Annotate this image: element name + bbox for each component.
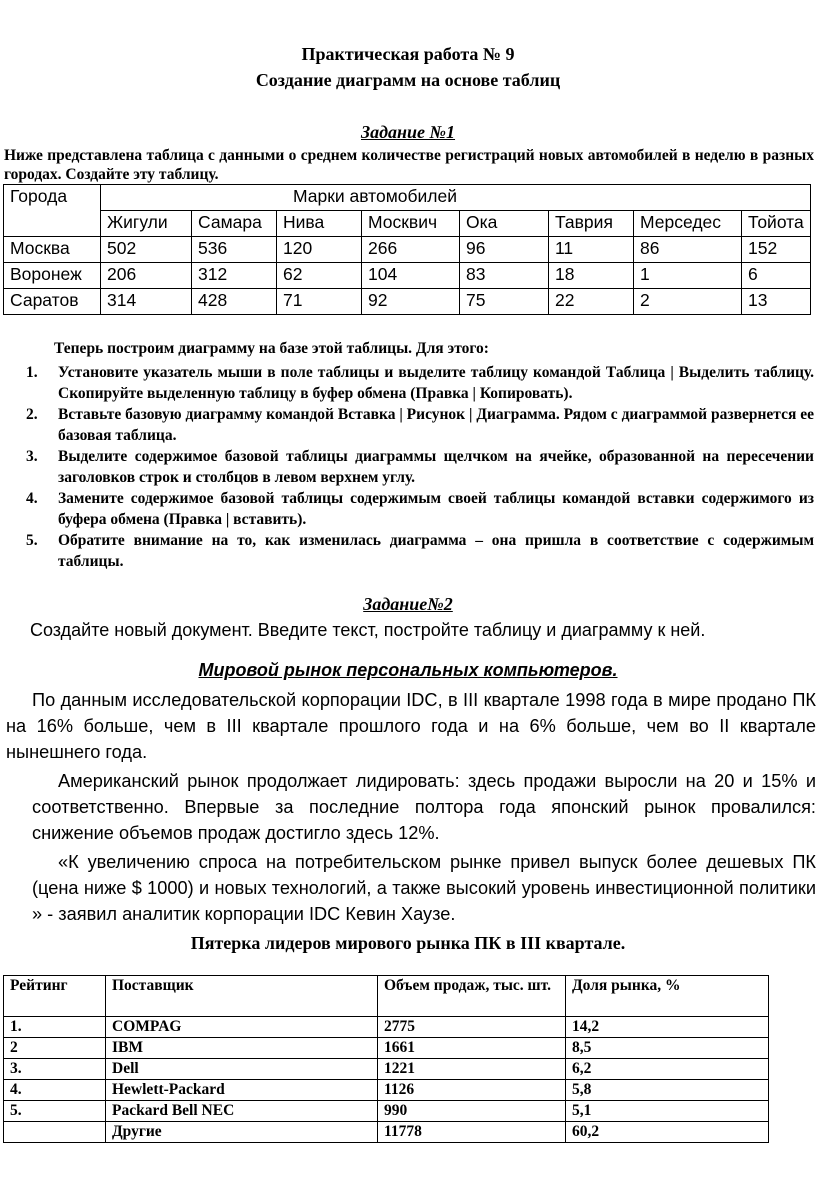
article-title: Мировой рынок персональных компьютеров. [198,660,618,680]
value-cell: 62 [277,263,362,289]
value-cell: 2 [634,289,742,315]
value-cell: 536 [192,237,277,263]
header-cell: Марки автомобилей [101,185,811,211]
step-text: Выделите содержимое базовой таблицы диаграммы щелчком на ячейке, образованной на пересечении заголовков строк и столбцов в левом верхнем углу. [58,448,814,486]
rank-cell [4,1122,106,1143]
share-cell: 5,8 [566,1080,769,1101]
list-item [14,530,814,572]
table-row [4,289,811,315]
table-row [4,237,811,263]
table-brands-row [4,211,811,237]
share-cell: 14,2 [566,1017,769,1038]
step-number: 4. [26,490,38,507]
value-cell: 120 [277,237,362,263]
rank-cell: 1. [4,1017,106,1038]
city-cell: Москва [4,237,101,263]
city-cell: Воронеж [4,263,101,289]
article-paragraph: Американский рынок продолжает лидировать: здесь продажи выросли на 20 и 15% и соответственно. Впервые за последние полтора года японский рынок провалился: снижение объемов продаж достигло здесь 12%. [32,771,816,843]
rank-cell: 4. [4,1080,106,1101]
table-header-row [4,185,811,211]
task1-heading: Задание №1 [360,122,456,142]
rank-cell: 2 [4,1038,106,1059]
steps-lead: Теперь построим диаграмму на базе этой таблицы. Для этого: [54,340,489,357]
value-cell: 314 [101,289,192,315]
pc-market-table [3,975,769,1143]
article-paragraph: По данным исследовательской корпорации IDC, в III квартале 1998 года в мире продано ПК на 16% больше, чем в III квартале прошлого года и на 6% больше, чем во II квартале нынешнего года. [6,690,816,762]
leaders-table-title: Пятерка лидеров мирового рынка ПК в III квартале. [190,933,626,953]
step-text: Установите указатель мыши в поле таблицы и выделите таблицу командой Таблица | Выделить таблицу. Скопируйте выделенную таблицу в буфер обмена (Правка | Копировать). [58,364,814,402]
value-cell: 266 [362,237,460,263]
step-text: Обратите внимание на то, как изменилась диаграмма – она пришла в соответствие с содержимым таблицы. [58,532,814,570]
rank-cell: 5. [4,1101,106,1122]
value-cell: 428 [192,289,277,315]
table-row [4,1122,769,1143]
value-cell: 502 [101,237,192,263]
vendor-cell: Packard Bell NEC [106,1101,378,1122]
value-cell: 71 [277,289,362,315]
value-cell: 86 [634,237,742,263]
vendor-cell: Hewlett-Packard [106,1080,378,1101]
volume-cell: 1221 [378,1059,566,1080]
step-text: Замените содержимое базовой таблицы содержимым своей таблицы командой вставки содержимого из буфера обмена (Правка | вставить). [58,490,814,528]
vendor-cell: COMPAG [106,1017,378,1038]
header-cell: Объем продаж, тыс. шт. [378,976,566,1017]
city-cell: Саратов [4,289,101,315]
table-header-row [4,976,769,1017]
table-row [4,1059,769,1080]
task2-instruction: Создайте новый документ. Введите текст, постройте таблицу и диаграмму к ней. [30,620,706,640]
brand-cell: Самара [192,211,277,237]
brand-cell: Нива [277,211,362,237]
value-cell: 152 [742,237,811,263]
header-cell: Города [4,185,101,237]
volume-cell: 2775 [378,1017,566,1038]
header-cell: Доля рынка, % [566,976,769,1017]
value-cell: 312 [192,263,277,289]
value-cell: 6 [742,263,811,289]
value-cell: 18 [549,263,634,289]
article-body [6,687,816,930]
volume-cell: 990 [378,1101,566,1122]
share-cell: 60,2 [566,1122,769,1143]
table-row [4,263,811,289]
vendor-cell: Другие [106,1122,378,1143]
header-cell: Поставщик [106,976,378,1017]
rank-cell: 3. [4,1059,106,1080]
volume-cell: 11778 [378,1122,566,1143]
brand-cell: Ока [460,211,549,237]
vendor-cell: Dell [106,1059,378,1080]
article-paragraph: «К увеличению спроса на потребительском рынке привел выпуск более дешевых ПК (цена ниже $ 1000) и новых технологий, а также высокий уровень инвестиционной политики » - заявил аналитик корпорации IDC Кевин Хаузе. [32,852,816,924]
list-item [14,488,814,530]
value-cell: 92 [362,289,460,315]
table-row [4,1038,769,1059]
brand-cell: Мерседес [634,211,742,237]
brand-cell: Таврия [549,211,634,237]
value-cell: 22 [549,289,634,315]
brand-cell: Москвич [362,211,460,237]
vendor-cell: IBM [106,1038,378,1059]
share-cell: 5,1 [566,1101,769,1122]
step-text: Вставьте базовую диаграмму командой Вставка | Рисунок | Диаграмма. Рядом с диаграммой развернется ее базовая таблица. [58,406,814,444]
value-cell: 75 [460,289,549,315]
page-subtitle: Создание диаграмм на основе таблиц [255,70,561,90]
table-row [4,1101,769,1122]
step-number: 2. [26,406,38,423]
page-title: Практическая работа № 9 [301,44,515,64]
value-cell: 13 [742,289,811,315]
step-number: 1. [26,364,38,381]
volume-cell: 1661 [378,1038,566,1059]
share-cell: 6,2 [566,1059,769,1080]
list-item [14,404,814,446]
value-cell: 83 [460,263,549,289]
table-row [4,1017,769,1038]
value-cell: 206 [101,263,192,289]
header-cell: Рейтинг [4,976,106,1017]
value-cell: 1 [634,263,742,289]
brand-cell: Жигули [101,211,192,237]
steps-list [14,338,814,572]
volume-cell: 1126 [378,1080,566,1101]
share-cell: 8,5 [566,1038,769,1059]
value-cell: 11 [549,237,634,263]
car-registrations-table [3,184,811,315]
table-row [4,1080,769,1101]
value-cell: 96 [460,237,549,263]
task1-intro: Ниже представлена таблица с данными о среднем количестве регистраций новых автомобилей в неделю в разных городах. Создайте эту таблицу. [4,147,814,183]
task2-heading: Задание№2 [363,594,453,614]
step-number: 3. [26,448,38,465]
list-item [14,362,814,404]
brand-cell: Тойота [742,211,811,237]
step-number: 5. [26,532,38,549]
value-cell: 104 [362,263,460,289]
list-item [14,446,814,488]
